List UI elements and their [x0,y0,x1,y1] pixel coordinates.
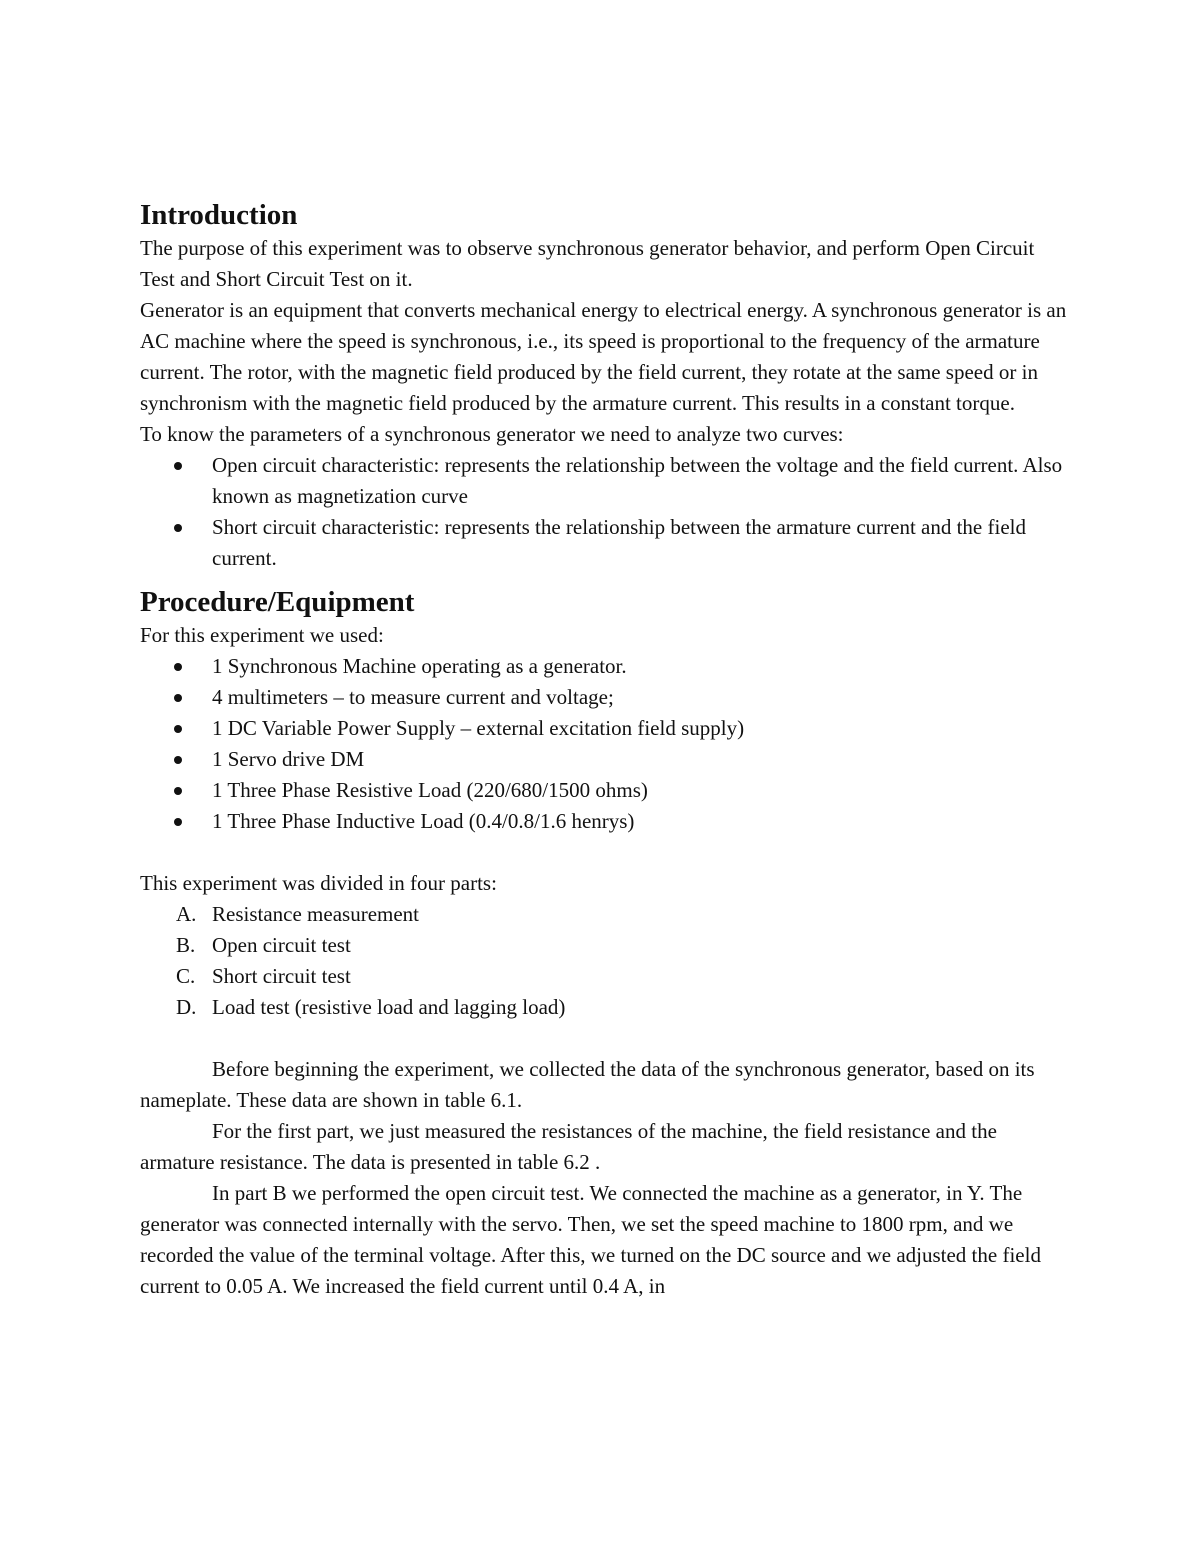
bullet-icon [174,756,182,764]
spacer [140,837,1070,868]
bullet-icon [174,818,182,826]
document-page [140,197,1070,1302]
spacer [140,1023,1070,1054]
intro-paragraph-purpose: The purpose of this experiment was to observe synchronous generator behavior, and perform Open Circuit Test and Short Circuit Test on it. [140,236,1035,291]
list-item-text: 1 Three Phase Inductive Load (0.4/0.8/1.6 henrys) [212,809,635,833]
intro-paragraph-generator: Generator is an equipment that converts mechanical energy to electrical energy. A synchronous generator is an AC machine where the speed is synchronous, i.e., its speed is proportional to the frequency of the armature current. The rotor, with the magnetic field produced by the field current, they rotate at the same speed or in synchronism with the magnetic field produced by the armature current. This results in a constant torque. [140,298,1067,415]
list-item [140,512,1070,574]
body-paragraph-nameplate: Before beginning the experiment, we collected the data of the synchronous generator, based on its nameplate. These data are shown in table 6.1. [140,1057,1035,1112]
list-marker: C. [176,964,196,988]
equipment-list [140,651,1070,837]
list-item [140,682,1070,713]
list-marker: B. [176,933,196,957]
list-item-text: Short circuit test [212,964,351,988]
list-item-text: 1 DC Variable Power Supply – external excitation field supply) [212,716,745,740]
list-item [140,899,1070,930]
procedure-lead: For this experiment we used: [140,623,384,647]
list-item-text: 1 Three Phase Resistive Load (220/680/1500 ohms) [212,778,648,802]
list-item [140,930,1070,961]
body-paragraph-resistance: For the first part, we just measured the resistances of the machine, the field resistance and the armature resistance. The data is presented in table 6.2 . [140,1119,997,1174]
bullet-icon [174,725,182,733]
list-item [140,651,1070,682]
list-item [140,992,1070,1023]
list-item-text: Open circuit test [212,933,351,957]
introduction-heading: Introduction [140,199,298,231]
list-marker: A. [176,902,197,926]
list-item [140,775,1070,806]
list-item [140,744,1070,775]
parts-lead: This experiment was divided in four parts: [140,871,497,895]
intro-paragraph-parameters: To know the parameters of a synchronous generator we need to analyze two curves: [140,422,844,446]
list-item [140,961,1070,992]
list-item-text: 4 multimeters – to measure current and voltage; [212,685,614,709]
characteristics-list [140,450,1070,574]
list-item-text: 1 Synchronous Machine operating as a generator. [212,654,627,678]
bullet-icon [174,694,182,702]
bullet-icon [174,462,182,470]
list-item [140,806,1070,837]
list-item-text: Open circuit characteristic: represents the relationship between the voltage and the field current. Also known as magnetization curve [212,453,1063,508]
list-item [140,713,1070,744]
body-paragraph-open-circuit: In part B we performed the open circuit test. We connected the machine as a generator, in Y. The generator was connected internally with the servo. Then, we set the speed machine to 1800 rpm, and we recorded the value of the terminal voltage. After this, we turned on the DC source and we adjusted the field current to 0.05 A. We increased the field current until 0.4 A, in [140,1181,1041,1298]
procedure-heading: Procedure/Equipment [140,586,415,618]
list-item-text: Resistance measurement [212,902,420,926]
list-item [140,450,1070,512]
list-item-text: 1 Servo drive DM [212,747,365,771]
list-item-text: Short circuit characteristic: represents the relationship between the armature current and the field current. [212,515,1026,570]
bullet-icon [174,787,182,795]
list-item-text: Load test (resistive load and lagging load) [212,995,566,1019]
bullet-icon [174,663,182,671]
bullet-icon [174,524,182,532]
list-marker: D. [176,995,197,1019]
parts-list [140,899,1070,1023]
